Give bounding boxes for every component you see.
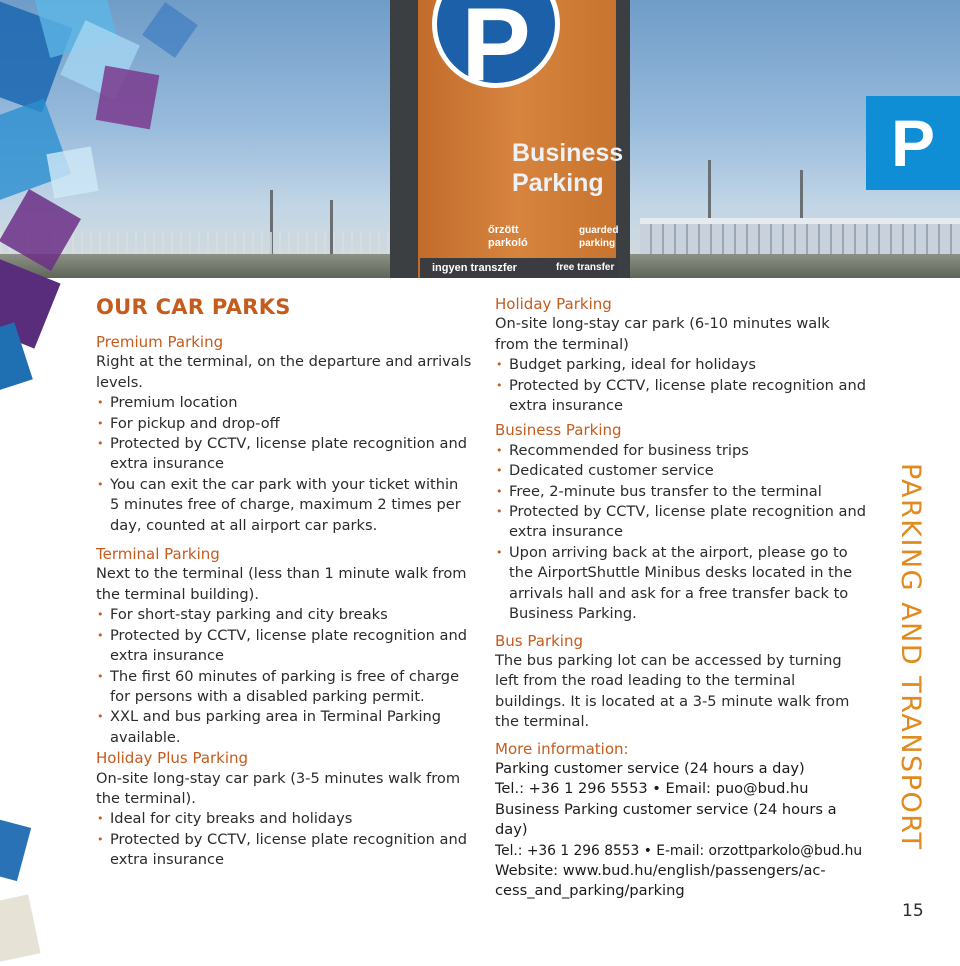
sign-title xyxy=(512,138,623,198)
list-item: • Recommended for business trips xyxy=(495,441,867,461)
list-item: • Ideal for city breaks and holidays xyxy=(96,809,472,829)
list-item: • Protected by CCTV, license plate recognition and extra insurance xyxy=(96,626,472,667)
list-item: • Protected by CCTV, license plate recognition and extra insurance xyxy=(96,830,472,871)
list-item: • Upon arriving back at the airport, please go to the AirportShuttle Minibus desks located in the arrivals hall and ask for a free transfer back to Business Parking. xyxy=(495,543,867,625)
left-column xyxy=(96,294,472,871)
sign-hu-label xyxy=(488,224,528,250)
list-item: • Dedicated customer service xyxy=(495,461,867,481)
sign-hu-line1: őrzött xyxy=(488,224,519,236)
website-link-cont[interactable]: cess_and_parking/parking xyxy=(495,882,685,900)
parking-section-tab: P xyxy=(866,96,960,190)
section-title-vertical: PARKING AND TRANSPORT xyxy=(895,463,926,851)
premium-parking-intro: Right at the terminal, on the departure and arrivals levels. xyxy=(96,353,472,391)
holiday-parking-title: Holiday Parking xyxy=(495,295,612,313)
list-item: • Free, 2-minute bus transfer to the terminal xyxy=(495,482,867,502)
sign-title-line1: Business xyxy=(512,139,624,167)
website-link[interactable]: Website: www.bud.hu/english/passengers/ac- xyxy=(495,861,826,879)
list-item: • Premium location xyxy=(96,393,472,413)
holiday-plus-parking-list xyxy=(96,809,472,870)
business-parking-title: Business Parking xyxy=(495,421,622,440)
more-info-title: More information: xyxy=(495,739,629,758)
contact-info xyxy=(495,759,867,902)
strip-hu: ingyen transzfer xyxy=(432,262,517,274)
bus-parking-title: Bus Parking xyxy=(495,631,583,650)
premium-parking-list xyxy=(96,393,472,536)
contact-line: Parking customer service (24 hours a day) xyxy=(495,759,805,777)
list-item: • You can exit the car park with your ticket within 5 minutes free of charge, maximum 2 times per day, counted at all airport car parks. xyxy=(96,475,472,536)
list-item: • For pickup and drop-off xyxy=(96,414,472,434)
deco-square xyxy=(0,894,41,965)
sign-en-label xyxy=(579,224,618,250)
contact-phone-email[interactable]: Tel.: +36 1 296 5553 • Email: puo@bud.hu xyxy=(495,780,809,798)
sign-en-line2: parking xyxy=(579,238,616,249)
bus-parking-text: The bus parking lot can be accessed by turning left from the road leading to the terminal buildings. It is located at a 3-5 minute walk from the terminal. xyxy=(495,651,850,731)
deco-square xyxy=(96,66,160,130)
premium-parking-title: Premium Parking xyxy=(96,333,224,351)
list-item: • Budget parking, ideal for holidays xyxy=(495,355,867,375)
terminal-parking-intro: Next to the terminal (less than 1 minute walk from the terminal building). xyxy=(96,565,467,603)
contact-phone-email[interactable]: Tel.: +36 1 296 8553 • E-mail: orzottparkolo@bud.hu xyxy=(495,842,863,859)
sign-en-line1: guarded xyxy=(579,225,619,236)
terminal-parking-list xyxy=(96,605,472,748)
list-item: • Protected by CCTV, license plate recognition and extra insurance xyxy=(96,434,472,475)
holiday-parking-intro: On-site long-stay car park (6-10 minutes walk from the terminal) xyxy=(495,315,830,353)
holiday-parking-list xyxy=(495,355,867,416)
list-item: • XXL and bus parking area in Terminal Parking available. xyxy=(96,707,472,748)
parking-p-icon: P xyxy=(432,0,560,88)
deco-square xyxy=(0,814,31,881)
contact-line: Business Parking customer service (24 hours a day) xyxy=(495,800,837,839)
sign-title-line2: Parking xyxy=(512,169,604,197)
holiday-plus-parking-intro: On-site long-stay car park (3-5 minutes walk from the terminal). xyxy=(96,769,461,807)
list-item: • For short-stay parking and city breaks xyxy=(96,605,472,625)
header-photo xyxy=(0,0,960,278)
strip-en: free transfer xyxy=(556,262,615,273)
sign-hu-line2: parkoló xyxy=(488,237,528,249)
list-item: • Protected by CCTV, license plate recognition and extra insurance xyxy=(495,376,867,417)
sign-strip xyxy=(420,258,618,278)
list-item: • Protected by CCTV, license plate recognition and extra insurance xyxy=(495,502,867,543)
list-item: • The first 60 minutes of parking is free of charge for persons with a disabled parking permit. xyxy=(96,667,472,708)
page-number: 15 xyxy=(902,901,924,921)
holiday-plus-parking-title: Holiday Plus Parking xyxy=(96,749,249,768)
business-parking-list xyxy=(495,441,867,625)
deco-square xyxy=(142,2,198,58)
right-column xyxy=(495,294,867,902)
deco-square xyxy=(46,146,98,198)
page-title: OUR CAR PARKS xyxy=(96,295,291,319)
terminal-parking-title: Terminal Parking xyxy=(96,545,220,564)
